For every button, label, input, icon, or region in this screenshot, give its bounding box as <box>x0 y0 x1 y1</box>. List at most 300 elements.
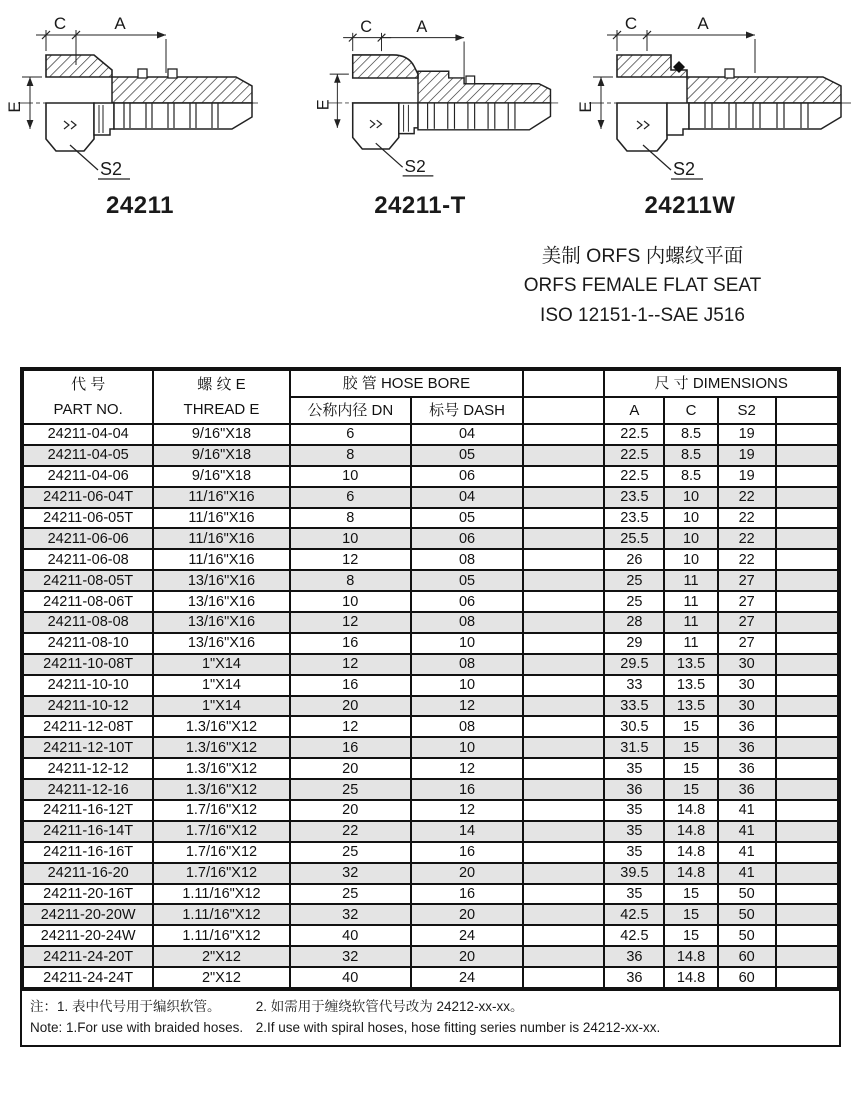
table-cell <box>776 445 838 466</box>
table-cell <box>776 528 838 549</box>
fitting-drawing-24211w <box>576 14 858 187</box>
table-cell: 15 <box>664 737 717 758</box>
table-cell: 15 <box>664 904 717 925</box>
dim-e-label: E <box>5 101 24 113</box>
table-cell: 1.7/16"X12 <box>153 800 289 821</box>
table-cell: 22 <box>718 487 776 508</box>
table-cell: 22 <box>718 508 776 529</box>
table-cell: 33.5 <box>604 696 664 717</box>
table-cell: 20 <box>290 758 411 779</box>
table-cell: 32 <box>290 904 411 925</box>
table-cell: 05 <box>411 508 523 529</box>
table-cell: 20 <box>411 904 523 925</box>
table-cell: 11 <box>664 570 717 591</box>
table-cell: 10 <box>664 549 717 570</box>
table-cell: 24211-20-20W <box>23 904 153 925</box>
table-cell: 8.5 <box>664 424 717 445</box>
table-cell <box>776 800 838 821</box>
table-cell <box>776 779 838 800</box>
table-cell: 24211-04-06 <box>23 466 153 487</box>
table-cell: 11/16"X16 <box>153 549 289 570</box>
table-cell: 1.3/16"X12 <box>153 737 289 758</box>
table-cell: 25 <box>604 591 664 612</box>
table-cell: 25 <box>604 570 664 591</box>
table-row <box>23 925 838 946</box>
table-cell: 60 <box>718 967 776 988</box>
table-cell: 1.7/16"X12 <box>153 842 289 863</box>
table-cell: 12 <box>290 549 411 570</box>
table-cell: 10 <box>411 633 523 654</box>
table-cell: 36 <box>604 946 664 967</box>
table-cell <box>776 487 838 508</box>
part-number-24211: 24211 <box>106 192 174 219</box>
table-cell <box>776 696 838 717</box>
header-part-no <box>23 370 153 424</box>
table-cell: 10 <box>411 675 523 696</box>
table-cell: 29 <box>604 633 664 654</box>
table-cell: 14.8 <box>664 821 717 842</box>
table-row <box>23 904 838 925</box>
table-cell: 24211-12-16 <box>23 779 153 800</box>
series-title-en: ORFS FEMALE FLAT SEAT <box>523 275 762 296</box>
table-cell: 11 <box>664 591 717 612</box>
part-number-24211-t: 24211-T <box>374 192 466 219</box>
table-cell: 24211-16-16T <box>23 842 153 863</box>
table-cell: 10 <box>411 737 523 758</box>
table-cell: 1.3/16"X12 <box>153 758 289 779</box>
table-cell <box>523 424 604 445</box>
table-cell <box>776 612 838 633</box>
table-cell: 30.5 <box>604 716 664 737</box>
table-cell: 8 <box>290 570 411 591</box>
table-cell: 13.5 <box>664 675 717 696</box>
header-dimensions-group: 尺 寸 DIMENSIONS <box>604 370 838 397</box>
spec-table-wrapper <box>20 367 841 1047</box>
table-cell: 08 <box>411 654 523 675</box>
table-cell: 22 <box>290 821 411 842</box>
table-cell: 12 <box>411 696 523 717</box>
table-row <box>23 863 838 884</box>
table-cell: 24211-06-06 <box>23 528 153 549</box>
table-cell: 27 <box>718 612 776 633</box>
table-cell: 36 <box>718 758 776 779</box>
table-cell: 50 <box>718 925 776 946</box>
table-cell: 50 <box>718 884 776 905</box>
table-cell: 24211-10-10 <box>23 675 153 696</box>
table-row <box>23 570 838 591</box>
table-cell: 16 <box>290 675 411 696</box>
table-cell: 22.5 <box>604 466 664 487</box>
table-cell: 35 <box>604 884 664 905</box>
table-cell <box>523 967 604 988</box>
header-dim-c: C <box>664 397 717 424</box>
table-row <box>23 612 838 633</box>
table-row <box>23 737 838 758</box>
table-cell: 14.8 <box>664 800 717 821</box>
table-cell: 06 <box>411 466 523 487</box>
table-cell: 13/16"X16 <box>153 570 289 591</box>
table-cell: 9/16"X18 <box>153 424 289 445</box>
table-cell: 24211-06-05T <box>23 508 153 529</box>
table-row <box>23 675 838 696</box>
table-cell: 24211-08-05T <box>23 570 153 591</box>
table-cell <box>776 591 838 612</box>
dim-c-label: C <box>360 17 373 36</box>
table-cell: 10 <box>664 528 717 549</box>
table-cell: 05 <box>411 445 523 466</box>
table-cell: 16 <box>411 779 523 800</box>
table-cell: 1.7/16"X12 <box>153 863 289 884</box>
table-cell: 23.5 <box>604 487 664 508</box>
table-cell: 04 <box>411 424 523 445</box>
table-cell: 15 <box>664 925 717 946</box>
table-cell: 1.11/16"X12 <box>153 884 289 905</box>
table-cell <box>523 654 604 675</box>
table-cell: 16 <box>411 884 523 905</box>
table-cell: 19 <box>718 466 776 487</box>
table-cell: 10 <box>290 528 411 549</box>
table-cell <box>523 549 604 570</box>
header-spacer-top <box>523 370 604 397</box>
table-cell: 11/16"X16 <box>153 508 289 529</box>
table-cell: 24211-24-24T <box>23 967 153 988</box>
table-cell: 30 <box>718 675 776 696</box>
table-cell <box>523 466 604 487</box>
table-cell: 33 <box>604 675 664 696</box>
table-cell: 06 <box>411 591 523 612</box>
series-title-zh: 美制 ORFS 内螺纹平面 <box>541 245 744 267</box>
table-cell: 36 <box>718 716 776 737</box>
series-title-block <box>425 241 860 331</box>
table-cell: 20 <box>411 863 523 884</box>
table-cell <box>776 466 838 487</box>
table-cell: 6 <box>290 424 411 445</box>
hose-stem <box>418 103 550 130</box>
table-cell <box>776 633 838 654</box>
table-cell <box>776 758 838 779</box>
table-cell: 12 <box>290 654 411 675</box>
footnote-en-2: 2.If use with spiral hoses, hose fitting series number is 24212-xx-xx. <box>255 1020 661 1036</box>
table-cell: 35 <box>604 758 664 779</box>
table-cell: 50 <box>718 904 776 925</box>
table-cell: 41 <box>718 863 776 884</box>
footnotes <box>22 989 839 1045</box>
header-dim-a: A <box>604 397 664 424</box>
table-cell: 25 <box>290 884 411 905</box>
part-number-24211w: 24211W <box>644 192 736 219</box>
table-cell: 24 <box>411 967 523 988</box>
table-cell <box>776 863 838 884</box>
dim-s2-label: S2 <box>100 159 123 179</box>
table-row <box>23 633 838 654</box>
table-cell <box>776 842 838 863</box>
table-cell <box>523 633 604 654</box>
table-row <box>23 424 838 445</box>
table-cell: 24211-06-08 <box>23 549 153 570</box>
footnote-en-1: Note: 1.For use with braided hoses. <box>30 1020 244 1036</box>
table-cell <box>523 591 604 612</box>
table-cell: 41 <box>718 821 776 842</box>
footnote-line-zh <box>30 996 831 1017</box>
table-cell <box>776 904 838 925</box>
table-cell: 25 <box>290 779 411 800</box>
table-cell: 20 <box>411 946 523 967</box>
table-cell <box>523 528 604 549</box>
table-cell: 39.5 <box>604 863 664 884</box>
spec-table-body <box>23 424 838 988</box>
table-cell: 10 <box>664 487 717 508</box>
table-cell: 24211-06-04T <box>23 487 153 508</box>
dim-a-label: A <box>416 17 428 36</box>
header-spacer-bottom <box>523 397 604 424</box>
table-cell: 60 <box>718 946 776 967</box>
table-cell: 26 <box>604 549 664 570</box>
table-cell: 32 <box>290 946 411 967</box>
table-cell: 22.5 <box>604 445 664 466</box>
hex-nut <box>617 103 667 151</box>
table-cell <box>523 696 604 717</box>
header-spacer-right <box>776 397 838 424</box>
table-row <box>23 591 838 612</box>
table-cell: 19 <box>718 445 776 466</box>
fitting-drawing-24211-t <box>314 15 562 187</box>
header-dim-s2: S2 <box>718 397 776 424</box>
table-cell: 08 <box>411 716 523 737</box>
table-cell: 35 <box>604 800 664 821</box>
table-cell: 23.5 <box>604 508 664 529</box>
table-cell: 1.7/16"X12 <box>153 821 289 842</box>
table-cell: 40 <box>290 925 411 946</box>
header-hose-bore-group: 胶 管 HOSE BORE <box>290 370 524 397</box>
table-cell: 41 <box>718 800 776 821</box>
table-cell: 36 <box>718 737 776 758</box>
table-cell: 22 <box>718 549 776 570</box>
table-row <box>23 508 838 529</box>
table-cell: 8 <box>290 508 411 529</box>
table-cell <box>776 424 838 445</box>
table-cell: 14.8 <box>664 946 717 967</box>
table-cell <box>523 612 604 633</box>
table-cell <box>776 654 838 675</box>
table-row <box>23 696 838 717</box>
table-cell: 24211-10-12 <box>23 696 153 717</box>
header-thread <box>153 370 289 424</box>
series-title-standard: ISO 12151-1--SAE J516 <box>540 305 745 326</box>
table-cell: 35 <box>604 821 664 842</box>
table-cell <box>776 737 838 758</box>
table-cell: 9/16"X18 <box>153 466 289 487</box>
footnote-zh-1: 注：1. 表中代号用于编织软管。 <box>30 999 221 1015</box>
table-cell: 2"X12 <box>153 967 289 988</box>
table-cell: 08 <box>411 549 523 570</box>
table-cell: 13/16"X16 <box>153 612 289 633</box>
table-cell: 30 <box>718 654 776 675</box>
table-cell: 12 <box>411 800 523 821</box>
table-cell: 31.5 <box>604 737 664 758</box>
table-row <box>23 445 838 466</box>
table-cell: 24211-08-10 <box>23 633 153 654</box>
table-cell: 1"X14 <box>153 675 289 696</box>
table-cell: 16 <box>290 633 411 654</box>
table-cell <box>523 779 604 800</box>
table-cell: 22.5 <box>604 424 664 445</box>
table-cell: 13/16"X16 <box>153 633 289 654</box>
table-cell: 15 <box>664 884 717 905</box>
table-cell <box>776 967 838 988</box>
table-cell <box>523 800 604 821</box>
table-cell: 16 <box>411 842 523 863</box>
table-cell: 24211-08-06T <box>23 591 153 612</box>
table-cell <box>523 884 604 905</box>
header-part-no-zh: 代 号 <box>71 376 106 393</box>
table-cell: 2"X12 <box>153 946 289 967</box>
table-row <box>23 946 838 967</box>
table-cell: 14.8 <box>664 967 717 988</box>
table-cell: 10 <box>664 508 717 529</box>
header-part-no-en: PART NO. <box>53 401 123 418</box>
table-cell: 28 <box>604 612 664 633</box>
table-cell: 36 <box>604 779 664 800</box>
table-cell: 15 <box>664 716 717 737</box>
table-row <box>23 716 838 737</box>
table-cell: 10 <box>290 591 411 612</box>
table-cell: 24211-16-20 <box>23 863 153 884</box>
table-cell: 24211-20-24W <box>23 925 153 946</box>
table-cell: 1"X14 <box>153 696 289 717</box>
table-cell: 20 <box>290 800 411 821</box>
table-cell: 12 <box>290 612 411 633</box>
table-cell: 1.3/16"X12 <box>153 779 289 800</box>
dim-s2-label: S2 <box>404 156 426 177</box>
table-cell: 16 <box>290 737 411 758</box>
table-cell <box>776 508 838 529</box>
table-cell: 15 <box>664 758 717 779</box>
table-cell: 1.11/16"X12 <box>153 904 289 925</box>
table-cell <box>523 925 604 946</box>
spec-table <box>22 369 839 989</box>
table-row <box>23 549 838 570</box>
table-row <box>23 884 838 905</box>
header-thread-en: THREAD E <box>183 401 260 418</box>
table-cell <box>523 821 604 842</box>
hex-nut <box>353 103 399 149</box>
table-cell <box>776 946 838 967</box>
footnote-zh-2: 2. 如需用于缠绕软管代号改为 24212-xx-xx。 <box>255 999 524 1015</box>
dim-c-label: C <box>53 14 67 33</box>
table-cell: 13/16"X16 <box>153 591 289 612</box>
table-cell: 24211-04-05 <box>23 445 153 466</box>
table-cell: 25.5 <box>604 528 664 549</box>
table-cell: 42.5 <box>604 925 664 946</box>
table-cell: 1"X14 <box>153 654 289 675</box>
table-cell: 36 <box>604 967 664 988</box>
table-cell <box>523 675 604 696</box>
table-cell: 1.11/16"X12 <box>153 925 289 946</box>
table-cell: 8.5 <box>664 445 717 466</box>
table-cell: 05 <box>411 570 523 591</box>
table-cell <box>523 842 604 863</box>
table-cell: 10 <box>290 466 411 487</box>
table-cell: 24211-12-12 <box>23 758 153 779</box>
table-cell: 08 <box>411 612 523 633</box>
table-cell: 11 <box>664 633 717 654</box>
header-dn: 公称内径 DN <box>290 397 411 424</box>
table-cell: 8 <box>290 445 411 466</box>
table-cell: 14.8 <box>664 863 717 884</box>
dim-s2-label: S2 <box>673 159 696 179</box>
footnote-line-en <box>30 1017 831 1038</box>
table-cell <box>776 675 838 696</box>
table-row <box>23 528 838 549</box>
table-cell: 04 <box>411 487 523 508</box>
table-cell: 24211-20-16T <box>23 884 153 905</box>
table-row <box>23 842 838 863</box>
table-row <box>23 800 838 821</box>
table-cell <box>523 863 604 884</box>
table-row <box>23 758 838 779</box>
table-cell: 9/16"X18 <box>153 445 289 466</box>
table-cell: 36 <box>718 779 776 800</box>
table-cell: 19 <box>718 424 776 445</box>
table-cell: 24211-16-14T <box>23 821 153 842</box>
table-cell: 24211-16-12T <box>23 800 153 821</box>
table-cell: 24211-04-04 <box>23 424 153 445</box>
table-cell <box>523 758 604 779</box>
table-cell: 41 <box>718 842 776 863</box>
table-cell: 27 <box>718 570 776 591</box>
table-cell: 06 <box>411 528 523 549</box>
header-thread-zh: 螺 纹 E <box>197 376 246 393</box>
table-cell: 25 <box>290 842 411 863</box>
table-cell: 13.5 <box>664 654 717 675</box>
table-cell: 11/16"X16 <box>153 528 289 549</box>
table-cell <box>523 737 604 758</box>
table-cell: 11/16"X16 <box>153 487 289 508</box>
dim-c-label: C <box>624 14 638 33</box>
dim-e-label: E <box>314 99 333 111</box>
table-cell <box>776 549 838 570</box>
table-cell: 15 <box>664 779 717 800</box>
table-cell <box>776 716 838 737</box>
table-cell: 12 <box>290 716 411 737</box>
table-cell: 24211-12-08T <box>23 716 153 737</box>
table-cell: 24211-12-10T <box>23 737 153 758</box>
table-cell <box>523 508 604 529</box>
table-cell: 1.3/16"X12 <box>153 716 289 737</box>
table-cell: 40 <box>290 967 411 988</box>
table-cell <box>776 570 838 591</box>
table-cell: 27 <box>718 591 776 612</box>
table-cell: 20 <box>290 696 411 717</box>
table-cell <box>523 445 604 466</box>
table-cell: 12 <box>411 758 523 779</box>
table-cell <box>523 716 604 737</box>
header-dash: 标号 DASH <box>411 397 523 424</box>
table-cell <box>523 946 604 967</box>
table-row <box>23 779 838 800</box>
table-cell: 29.5 <box>604 654 664 675</box>
table-cell: 35 <box>604 842 664 863</box>
table-cell <box>523 487 604 508</box>
table-cell <box>523 570 604 591</box>
table-cell: 8.5 <box>664 466 717 487</box>
table-cell: 24211-10-08T <box>23 654 153 675</box>
table-cell: 30 <box>718 696 776 717</box>
table-row <box>23 654 838 675</box>
fitting-drawing-24211 <box>5 14 267 187</box>
table-cell: 42.5 <box>604 904 664 925</box>
dim-a-label: A <box>697 14 709 33</box>
